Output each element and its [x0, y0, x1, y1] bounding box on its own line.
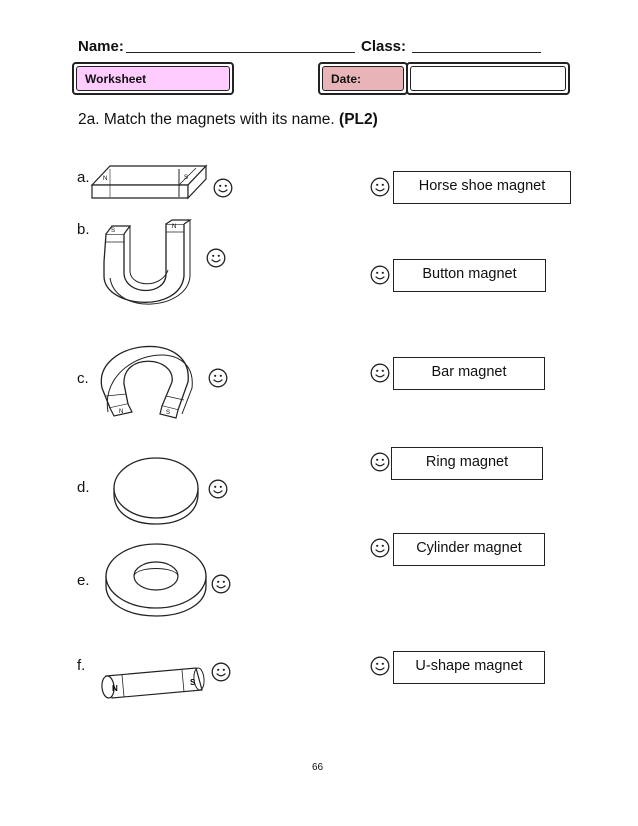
bar-magnet-s-label: S [184, 175, 189, 181]
u-magnet-s-label: S [111, 228, 116, 234]
item-letter-e: e. [77, 572, 90, 589]
smiley-icon-name-6 [370, 656, 390, 676]
worksheet-label: Worksheet [76, 66, 230, 91]
date-field[interactable] [406, 62, 570, 95]
class-label: Class: [361, 38, 407, 55]
name-field[interactable] [126, 38, 355, 53]
item-letter-c: c. [77, 370, 89, 387]
u-magnet-n-label: N [172, 224, 177, 230]
smiley-icon-d [208, 479, 228, 499]
cylinder-magnet-icon [96, 664, 212, 702]
cylinder-s-label: S [190, 678, 196, 687]
smiley-icon-b [206, 248, 226, 268]
question-line [78, 111, 378, 129]
name-label: Name: [78, 38, 124, 55]
item-letter-a: a. [77, 169, 90, 186]
ring-magnet-icon [102, 540, 212, 620]
button-magnet-icon [110, 452, 202, 528]
smiley-icon-name-1 [370, 177, 390, 197]
page-number: 66 [312, 762, 324, 773]
name-box-ring: Ring magnet [391, 447, 543, 480]
smiley-icon-c [208, 368, 228, 388]
item-letter-b: b. [77, 221, 90, 238]
smiley-icon-e [211, 574, 231, 594]
question-text: 2a. Match the magnets with its name. [78, 111, 335, 128]
date-field-inner[interactable] [410, 66, 566, 91]
class-field[interactable] [412, 38, 541, 53]
name-box-button: Button magnet [393, 259, 546, 292]
smiley-icon-name-2 [370, 265, 390, 285]
bar-magnet-n-label: N [103, 176, 108, 182]
date-label-box [318, 62, 408, 95]
u-shape-magnet-icon [96, 218, 196, 320]
horse-shoe-magnet-icon [98, 332, 198, 424]
name-box-cylinder: Cylinder magnet [393, 533, 545, 566]
name-box-bar: Bar magnet [393, 357, 545, 390]
worksheet-box [72, 62, 234, 95]
name-box-horse-shoe: Horse shoe magnet [393, 171, 571, 204]
horse-shoe-s-label: S [166, 410, 171, 416]
name-box-u-shape: U-shape magnet [393, 651, 545, 684]
smiley-icon-a [213, 178, 233, 198]
cylinder-n-label: N [112, 684, 118, 693]
item-letter-d: d. [77, 479, 90, 496]
smiley-icon-name-4 [370, 452, 390, 472]
smiley-icon-name-3 [370, 363, 390, 383]
horse-shoe-n-label: N [119, 409, 124, 415]
date-label: Date: [322, 66, 404, 91]
item-letter-f: f. [77, 657, 86, 674]
question-level: (PL2) [339, 111, 378, 128]
smiley-icon-f [211, 662, 231, 682]
smiley-icon-name-5 [370, 538, 390, 558]
bar-magnet-icon [88, 160, 210, 204]
